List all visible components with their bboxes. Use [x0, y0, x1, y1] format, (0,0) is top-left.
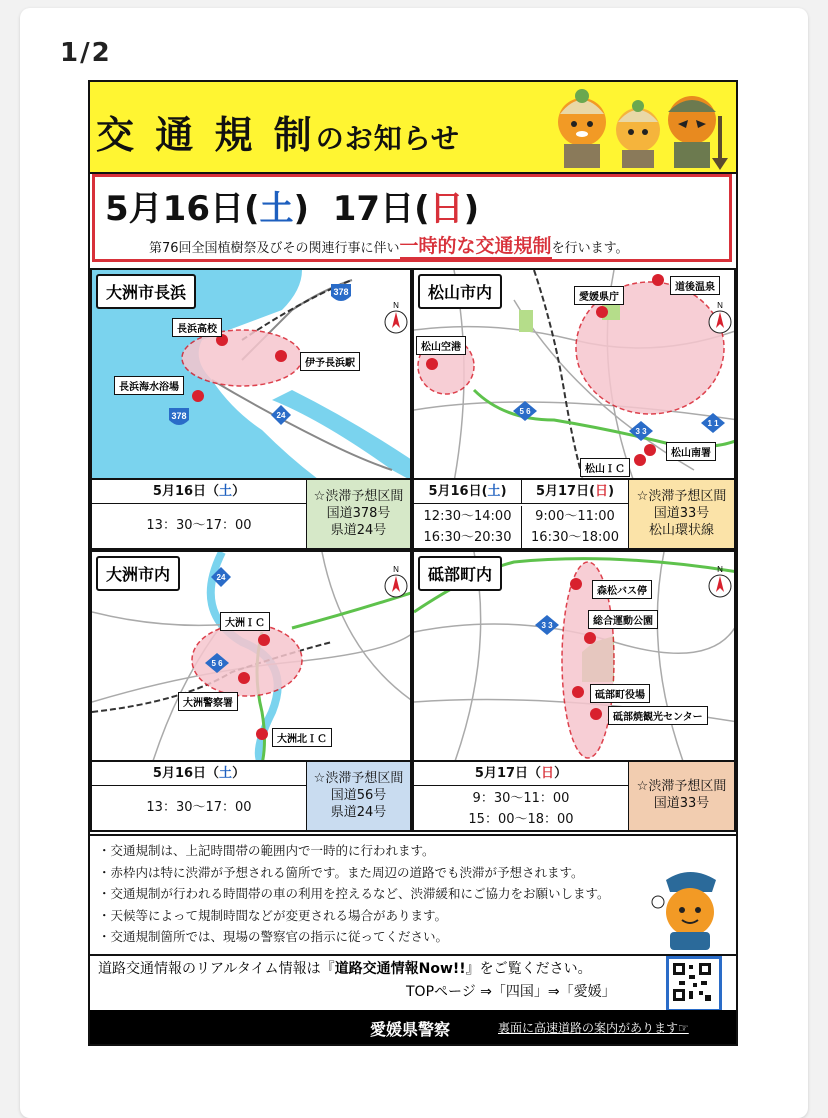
marker-matsuyama-airport — [426, 358, 438, 370]
svg-text:N: N — [717, 565, 723, 574]
notes-section — [90, 834, 736, 956]
pin-tobe-town-hall: 砥部町役場 — [590, 684, 650, 703]
pin-ehime-pref-office: 愛媛県庁 — [574, 286, 624, 305]
schedule-dates-box — [92, 174, 732, 262]
marker-sports-park — [584, 632, 596, 644]
svg-text:24: 24 — [216, 573, 226, 582]
congestion-note-tobe: ☆渋滞予想区間 国道33号 — [628, 762, 734, 830]
marker-dogo-onsen — [652, 274, 664, 286]
map-panel-ozu — [90, 550, 412, 762]
mascot-characters-image — [542, 86, 732, 170]
marker-ozu-police — [238, 672, 250, 684]
route-378-shield-icon-2 — [166, 406, 192, 430]
pin-morimatsu-bus-stop: 森松バス停 — [592, 580, 652, 599]
police-mascot-image — [650, 862, 730, 952]
pin-iyo-nagahama-station: 伊予長浜駅 — [300, 352, 360, 371]
pin-sports-park: 総合運動公園 — [588, 610, 658, 629]
footer-bar — [90, 1010, 736, 1044]
pin-matsuyama-airport: 松山空港 — [416, 336, 466, 355]
title-banner — [90, 82, 736, 174]
north-arrow-icon — [382, 300, 410, 334]
svg-text:3 3: 3 3 — [635, 427, 647, 436]
note-item: ・交通規制が行われる時間帯の車の利用を控えるなど、渋滞緩和にご協力をお願いします。 — [98, 886, 610, 901]
svg-text:N: N — [393, 301, 399, 310]
pin-dogo-onsen: 道後温泉 — [670, 276, 720, 295]
congestion-note-ozu: ☆渋滞予想区間 国道56号 県道24号 — [306, 762, 410, 830]
date-header-matsuyama-17: 5月17日(日) — [522, 480, 628, 504]
route-33-shield-icon-2 — [534, 614, 560, 636]
date-header-ozu: 5月16日（土） — [92, 762, 306, 786]
map-panel-tobe — [412, 550, 736, 762]
marker-ozu-kita-ic — [256, 728, 268, 740]
route-56-shield-icon — [512, 400, 538, 422]
route-24-shield-icon-2 — [210, 566, 232, 588]
marker-matsuyama-south-station — [644, 444, 656, 456]
route-24-shield-icon — [270, 404, 292, 426]
area-label-tobe: 砥部町内 — [418, 556, 502, 591]
times-tobe: 9：30～11：00 15：00～18：00 — [468, 791, 574, 827]
map-panel-nagahama — [90, 268, 412, 480]
marker-matsuyama-ic — [634, 454, 646, 466]
svg-text:N: N — [393, 565, 399, 574]
north-arrow-icon — [706, 564, 734, 598]
schedule-table-tobe — [412, 760, 736, 832]
realtime-info-text: 道路交通情報のリアルタイム情報は『道路交通情報Now!!』をご覧ください。 — [98, 961, 592, 977]
marker-ozu-ic — [258, 634, 270, 646]
north-arrow-icon — [382, 564, 410, 598]
date-header-nagahama: 5月16日（土） — [92, 480, 306, 504]
note-item: ・赤枠内は特に渋滞が予想される箇所です。また周辺の道路でも渋滞が予想されます。 — [98, 864, 584, 880]
congestion-note-nagahama: ☆渋滞予想区間 国道378号 県道24号 — [306, 480, 410, 548]
realtime-info-section — [90, 954, 736, 1010]
pin-ozu-police: 大洲警察署 — [178, 692, 238, 711]
svg-text:N: N — [717, 301, 723, 310]
issuer-name: 愛媛県警察 — [370, 1020, 451, 1039]
time-ozu: 13：30～17：00 — [146, 800, 252, 815]
pin-tobeyaki-center: 砥部焼観光センター — [608, 706, 708, 725]
marker-nagahama-beach — [192, 390, 204, 402]
back-page-link[interactable]: 裏面に高速道路の案内があります☞ — [498, 1021, 689, 1035]
times-matsuyama-17: 9:00～11:00 16:30～18:00 — [531, 509, 619, 545]
pin-ozu-kita-ic: 大洲北ＩＣ — [272, 728, 332, 747]
realtime-info-path: TOPページ ⇒「四国」⇒「愛媛」 — [406, 984, 616, 1000]
svg-text:24: 24 — [276, 411, 286, 420]
regulation-dates: 5月16日(土) 17日(日) — [105, 189, 480, 229]
pin-matsuyama-south-station: 松山南署 — [666, 442, 716, 461]
congestion-note-matsuyama: ☆渋滞予想区間 国道33号 松山環状線 — [628, 480, 734, 548]
marker-iyo-nagahama-station — [275, 350, 287, 362]
svg-text:378: 378 — [333, 287, 349, 297]
marker-tobe-town-hall — [572, 686, 584, 698]
marker-morimatsu-bus-stop — [570, 578, 582, 590]
marker-tobeyaki-center — [590, 708, 602, 720]
page-indicator: 1/2 — [60, 38, 112, 68]
schedule-table-nagahama — [90, 478, 412, 550]
traffic-notice-document — [88, 80, 738, 1046]
svg-text:1 1: 1 1 — [707, 419, 719, 428]
route-33-shield-icon — [628, 420, 654, 442]
area-label-matsuyama: 松山市内 — [418, 274, 502, 309]
date-header-matsuyama-16: 5月16日(土) — [414, 480, 522, 504]
notice-title: 交 通 規 制のお知らせ — [96, 113, 460, 157]
north-arrow-icon — [706, 300, 734, 334]
qr-code-icon[interactable] — [666, 956, 722, 1012]
note-item: ・天候等によって規制時間などが変更される場合があります。 — [98, 907, 448, 923]
pin-nagahama-beach: 長浜海水浴場 — [114, 376, 184, 395]
pin-matsuyama-ic: 松山ＩＣ — [580, 458, 630, 477]
route-378-shield-icon — [328, 282, 354, 306]
area-label-nagahama: 大洲市長浜 — [96, 274, 196, 309]
regulation-reason: 第76回全国植樹祭及びその関連行事に伴い一時的な交通規制を行います。 — [149, 235, 629, 257]
route-11-shield-icon — [700, 412, 726, 434]
schedule-table-matsuyama — [412, 478, 736, 550]
pin-nagahama-hs: 長浜高校 — [172, 318, 222, 337]
note-item: ・交通規制箇所では、現場の警察官の指示に従ってください。 — [98, 929, 449, 944]
svg-text:378: 378 — [171, 411, 187, 421]
route-56-shield-icon-2 — [204, 652, 230, 674]
times-matsuyama-16: 12:30～14:00 16:30～20:30 — [414, 506, 522, 548]
svg-text:5 6: 5 6 — [519, 407, 531, 416]
map-panel-matsuyama — [412, 268, 736, 480]
pin-ozu-ic: 大洲ＩＣ — [220, 612, 270, 631]
schedule-table-ozu — [90, 760, 412, 832]
marker-ehime-pref-office — [596, 306, 608, 318]
area-label-ozu: 大洲市内 — [96, 556, 180, 591]
note-item: ・交通規制は、上記時間帯の範囲内で一時的に行われます。 — [98, 843, 435, 858]
date-header-tobe: 5月17日（日） — [414, 762, 628, 786]
svg-text:3 3: 3 3 — [541, 621, 553, 630]
svg-text:5 6: 5 6 — [211, 659, 223, 668]
time-nagahama: 13：30～17：00 — [146, 518, 252, 533]
